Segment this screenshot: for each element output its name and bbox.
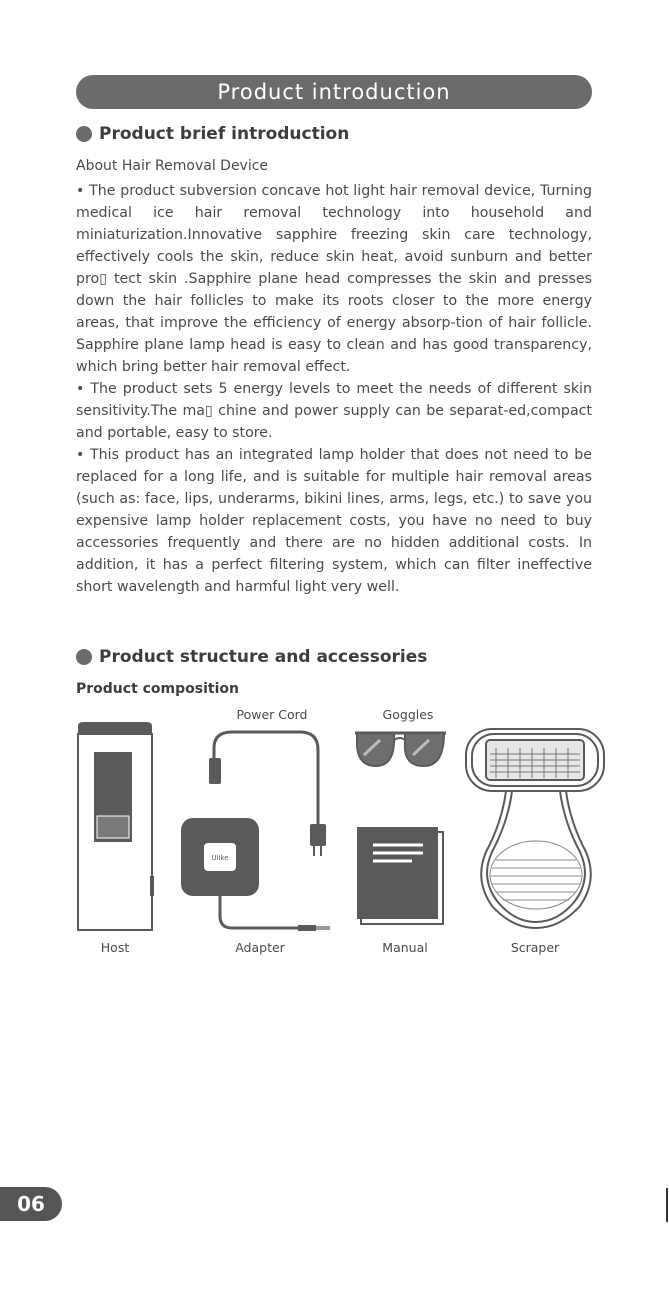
goggles-icon <box>355 733 446 766</box>
scraper-icon <box>466 729 604 928</box>
paragraph-2: • The product sets 5 energy levels to meet the needs of different skin sensitivity.The ma▯ chine and power supply can be separat-ed,compact and portable, easy to store. <box>76 381 592 441</box>
manual-icon <box>357 827 443 924</box>
paragraph-3: • This product has an integrated lamp holder that does not need to be replaced for a long life, and is suitable for multiple hair removal areas (such as: face, lips, underarms, bikini lines, arms, legs, etc.) to save you expensive lamp holder replacement costs, you have no need to buy accessories frequently and there are no hidden additional costs. In addition, it has a perfect filtering system, which can filter ineffective short wavelength and harmful light very well. <box>76 447 592 595</box>
adapter-icon <box>181 732 330 931</box>
power-cord-label: Power Cord <box>236 707 308 722</box>
page-title: Product introduction <box>217 80 451 104</box>
adapter-label: Adapter <box>235 940 285 955</box>
scraper-label: Scraper <box>510 940 560 955</box>
host-label: Host <box>100 940 130 955</box>
goggles-label: Goggles <box>382 707 434 722</box>
about-device-label: About Hair Removal Device <box>76 158 269 174</box>
brief-heading-text: Product brief introduction <box>99 124 350 144</box>
host-device-icon <box>78 722 154 930</box>
adapter-brand-label: Ulike <box>211 854 229 862</box>
page-number: 06 <box>17 1192 45 1216</box>
page-number-tab <box>0 1187 62 1221</box>
manual-label: Manual <box>382 940 428 955</box>
edge-divider <box>666 1188 668 1222</box>
composition-title: Product composition <box>76 681 239 697</box>
structure-heading-text: Product structure and accessories <box>99 647 428 667</box>
paragraph-1: • The product subversion concave hot light hair removal device, Turning medical ice hair removal technology into household and miniaturization.Innovative sapphire freezing skin care technology, effectively cools the skin, reduce skin heat, avoid sunburn and better pro▯ tect skin .Sapphire plane head compresses the skin and presses down the hair follicles to make its roots closer to the more energy areas, that improve the efficiency of energy absorp-tion of hair follicle. Sapphire plane lamp head is easy to clean and has good transparency, which bring better hair removal effect. <box>76 183 592 375</box>
